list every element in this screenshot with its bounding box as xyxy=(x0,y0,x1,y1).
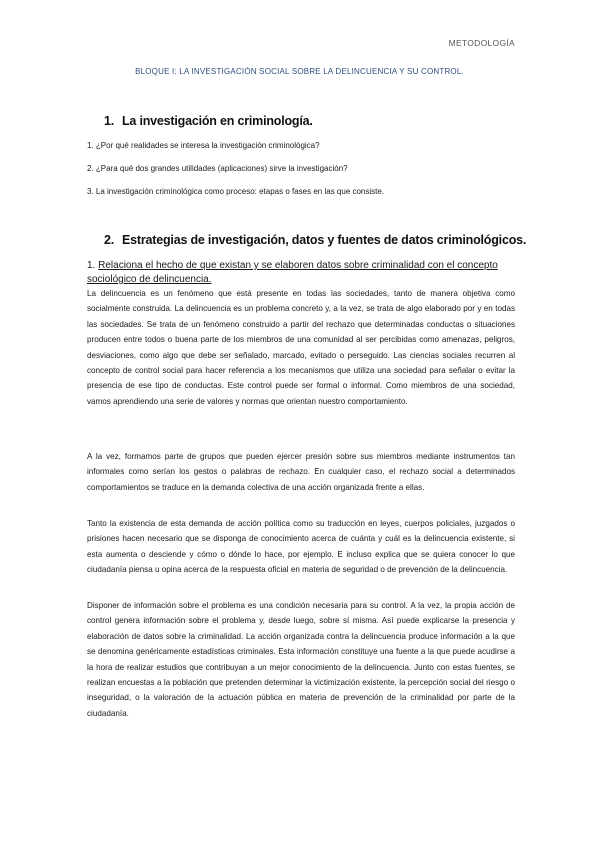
heading-section-2 xyxy=(104,233,526,247)
subsection-title xyxy=(87,259,517,287)
heading-section-2-title: Estrategias de investigación, datos y fuentes de datos criminológicos. xyxy=(122,233,527,247)
subsection-number: 1. xyxy=(87,260,96,271)
question-3: 3. La investigación criminológica como proceso: etapas o fases en las que consiste. xyxy=(87,187,385,196)
paragraph-1: La delincuencia es un fenómeno que está presente en todas las sociedades, tanto de manera objetiva como socialmente construida. La delincuencia es un problema concreto y, a la vez, se trata de algo elaborado por y en todas las sociedades. Se trata de un fenómeno construido a partir del rechazo que determinadas conductas o situaciones producen entre todos o buena parte de los miembros de una comunidad al ser percibidas como amenazas, peligros, desviaciones, como algo que debe ser señalado, marcado, evitado o perseguido. Las ciencias sociales recurren al concepto de control social para hacer referencia a los mecanismos que utiliza una sociedad para señalar o evitar la presencia de ese tipo de conductas. Este control puede ser formal o informal. Como miembros de una sociedad, vamos aprendiendo una serie de valores y normas que orientan nuestro comportamiento. xyxy=(87,289,515,406)
heading-section-1 xyxy=(104,114,313,128)
heading-section-1-number: 1. xyxy=(104,114,115,128)
block-title: BLOQUE I: LA INVESTIGACIÓN SOCIAL SOBRE LA DELINCUENCIA Y SU CONTROL. xyxy=(135,67,464,76)
question-2: 2. ¿Para qué dos grandes utilidades (aplicaciones) sirve la investigación? xyxy=(87,164,348,173)
paragraph-4: Disponer de información sobre el problema es una condición necesaria para su control. A la vez, la propia acción de control genera información sobre el problema y, desde luego, sobre sí misma. Así puede explicarse la presencia y elaboración de datos sobre la criminalidad. La acción organizada contra la delincuencia produce información a la que se denomina genéricamente estadísticas criminales. Esta información constituye una fuente a la que puede acudirse a la hora de realizar estudios que contribuyan a un mejor conocimiento de la delincuencia. Junto con estas fuentes, se realizan encuestas a la población que pretenden determinar la victimización existente, la percepción social del riesgo o inseguridad, o la valoración de la actuación pública en materia de prevención de la criminalidad por parte de la ciudadanía. xyxy=(87,601,515,718)
subsection-title-text: Relaciona el hecho de que existan y se elaboren datos sobre criminalidad con el concepto sociológico de delincuencia. xyxy=(87,260,498,285)
section-header: METODOLOGÍA xyxy=(448,38,515,48)
paragraph-3: Tanto la existencia de esta demanda de acción política como su traducción en leyes, cuerpos policiales, juzgados o prisiones hacen necesario que se disponga de conocimiento acerca de cuánta y cuál es la delincuencia existente, si esta aumenta o desciende y cómo o dónde lo hace, por ejemplo. E incluso explica que se quiera conocer lo que ciudadanía piensa u opina acerca de la respuesta oficial en materia de seguridad o de prevención de la delincuencia. xyxy=(87,519,515,575)
paragraph-2: A la vez, formamos parte de grupos que pueden ejercer presión sobre sus miembros mediante instrumentos tan informales como serían los gestos o palabras de rechazo. En cualquier caso, el rechazo social a determinados comportamientos se traduce en la demanda colectiva de una acción organizada frente a ellas. xyxy=(87,452,515,492)
heading-section-1-title: La investigación en criminología. xyxy=(122,114,313,128)
heading-section-2-number: 2. xyxy=(104,233,115,247)
question-1: 1. ¿Por qué realidades se interesa la investigación criminológica? xyxy=(87,141,320,150)
